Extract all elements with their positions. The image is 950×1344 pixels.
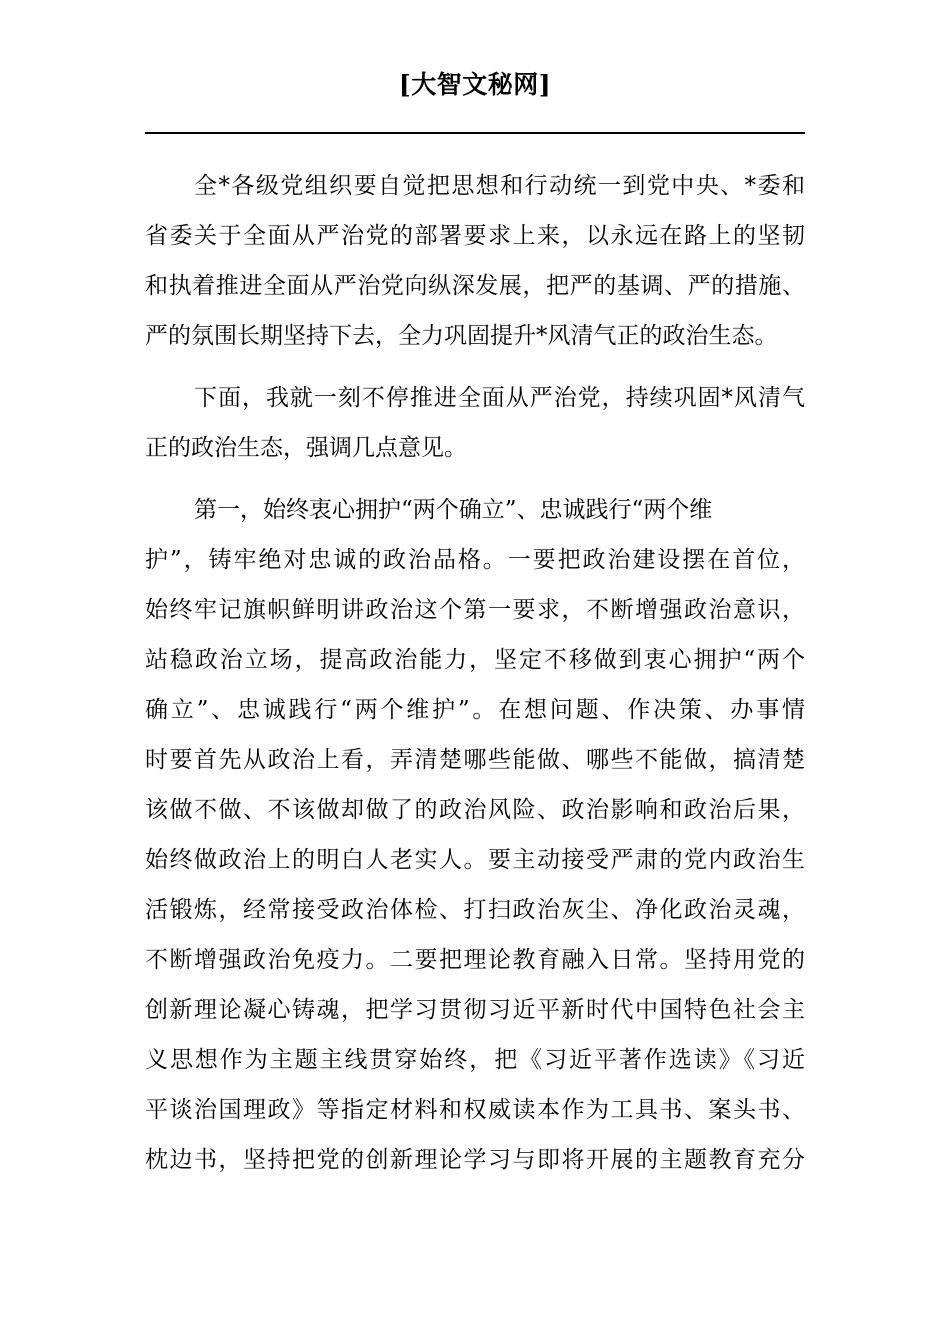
paragraph-line: 下面，我就一刻不停推进全面从严治党，持续巩固*风清气	[194, 385, 805, 411]
paragraph-line: 严的氛围长期坚持下去，全力巩固提升*风清气正的政治生态。	[145, 323, 778, 349]
paragraph-line: 创新理论凝心铸魂，把学习贯彻习近平新时代中国特色社会主	[145, 997, 805, 1023]
paragraph-line: 始终做政治上的明白人老实人。要主动接受严肃的党内政治生	[145, 847, 805, 873]
paragraph-line: 该做不做、不该做却做了的政治风险、政治影响和政治后果，	[145, 797, 805, 823]
paragraph-line: 活锻炼，经常接受政治体检、打扫政治灰尘、净化政治灵魂，	[145, 897, 805, 923]
paragraph-line: 平谈治国理政》等指定材料和权威读本作为工具书、案头书、	[145, 1097, 805, 1123]
paragraph-line: 确立”、忠诚践行“两个维护”。在想问题、作决策、办事情	[145, 697, 805, 723]
paragraph-2	[145, 373, 805, 473]
header-divider	[145, 132, 805, 134]
paragraph-line: 省委关于全面从严治党的部署要求上来，以永远在路上的坚韧	[145, 223, 805, 249]
paragraph-line: 护”，铸牢绝对忠诚的政治品格。一要把政治建设摆在首位，	[145, 547, 805, 573]
page-header-title: [大智文秘网]	[398, 70, 552, 99]
paragraph-line: 义思想作为主题主线贯穿始终，把《习近平著作选读》《习近	[145, 1047, 805, 1073]
paragraph-line: 时要首先从政治上看，弄清楚哪些能做、哪些不能做，搞清楚	[145, 747, 805, 773]
paragraph-line: 正的政治生态，强调几点意见。	[145, 435, 467, 461]
document-body	[145, 161, 805, 1197]
paragraph-line: 不断增强政治免疫力。二要把理论教育融入日常。坚持用党的	[145, 947, 805, 973]
paragraph-line: 和执着推进全面从严治党向纵深发展，把严的基调、严的措施、	[145, 273, 805, 299]
paragraph-line: 第一，始终衷心拥护“两个确立”、忠诚践行“两个维	[194, 497, 713, 523]
paragraph-line: 站稳政治立场，提高政治能力，坚定不移做到衷心拥护“两个	[145, 647, 805, 673]
paragraph-3	[145, 485, 805, 1185]
paragraph-1	[145, 161, 805, 361]
paragraph-line: 始终牢记旗帜鲜明讲政治这个第一要求，不断增强政治意识，	[145, 597, 805, 623]
paragraph-line: 全*各级党组织要自觉把思想和行动统一到党中央、*委和	[194, 173, 805, 199]
paragraph-line: 枕边书，坚持把党的创新理论学习与即将开展的主题教育充分	[145, 1147, 805, 1173]
